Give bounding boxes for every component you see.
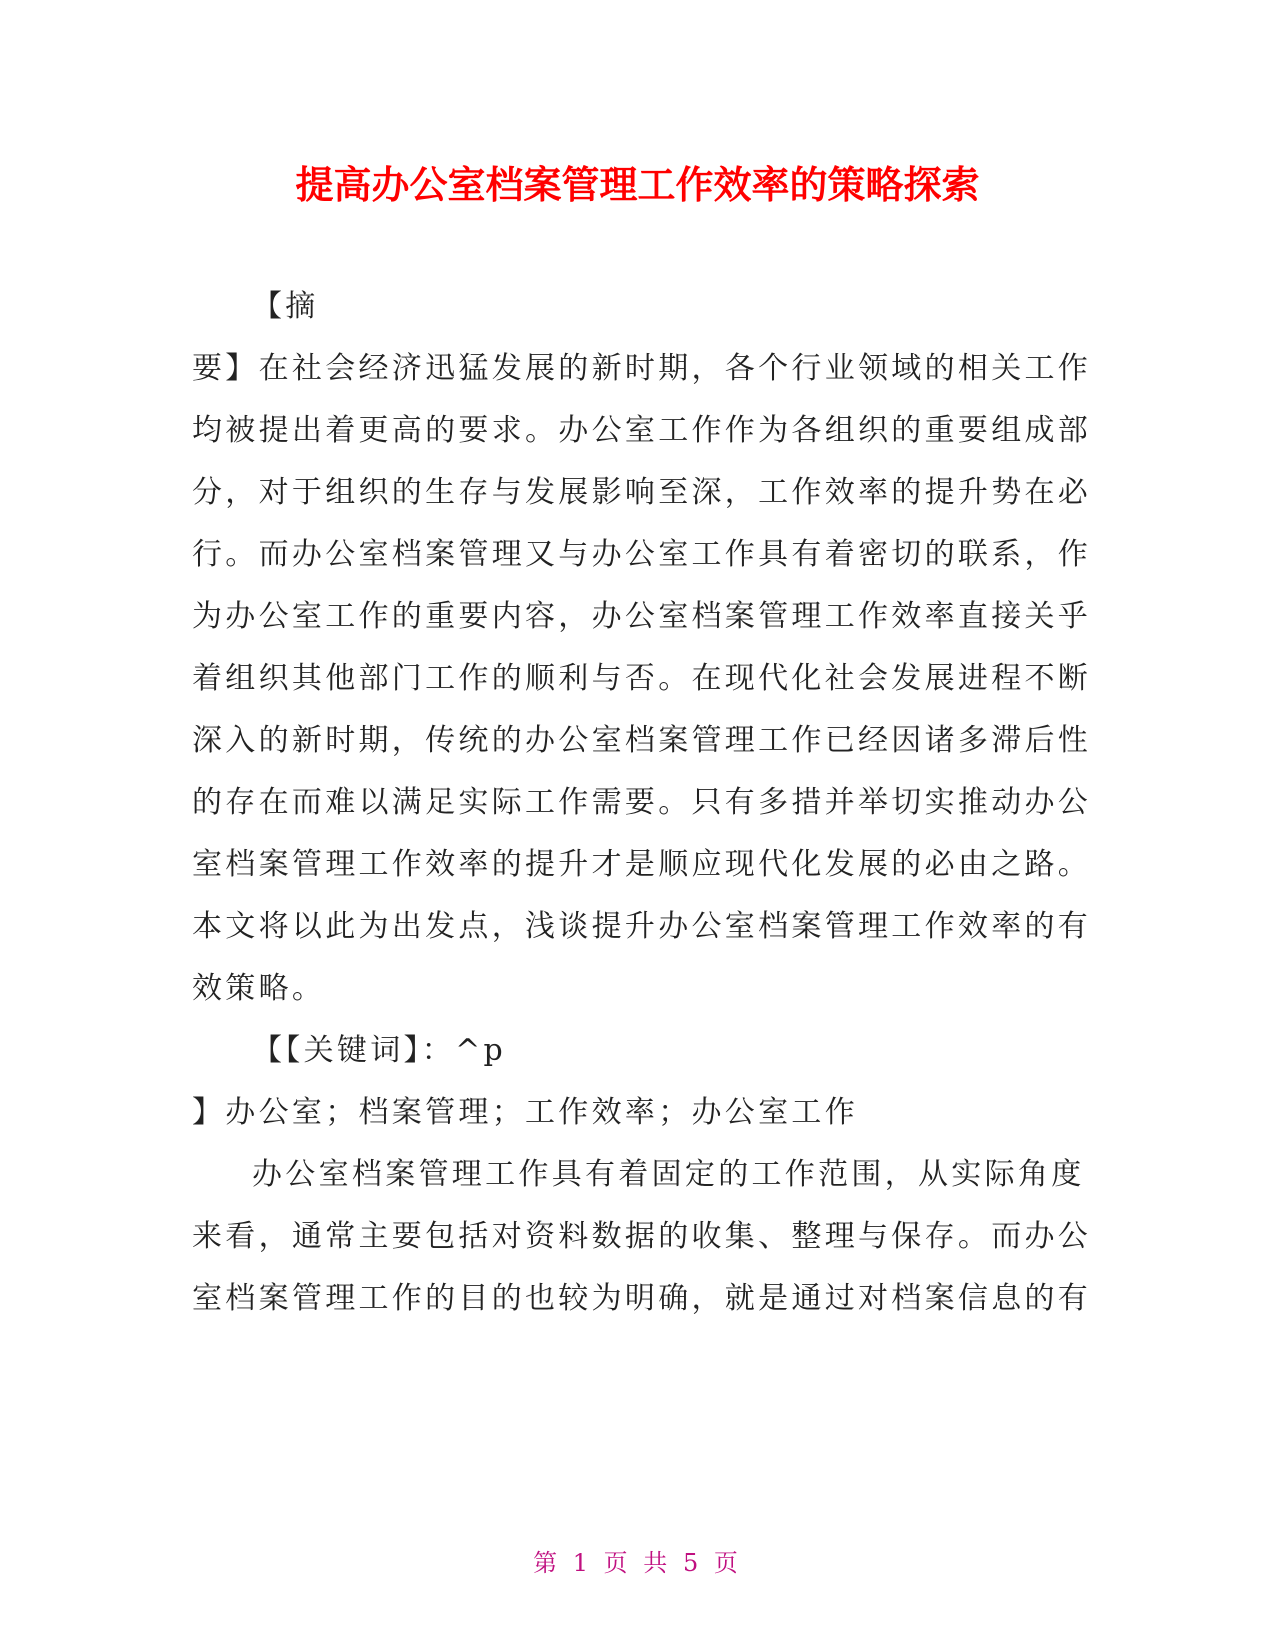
body-paragraph-line: 室档案管理工作的目的也较为明确，就是通过对档案信息的有 (192, 1281, 1092, 1316)
abstract-line: 分，对于组织的生存与发展影响至深，工作效率的提升势在必 (192, 475, 1092, 510)
abstract-line: 着组织其他部门工作的顺利与否。在现代化社会发展进程不断 (192, 661, 1092, 696)
abstract-line: 为办公室工作的重要内容，办公室档案管理工作效率直接关乎 (192, 599, 1092, 634)
abstract-line: 室档案管理工作效率的提升才是顺应现代化发展的必由之路。 (192, 847, 1092, 882)
keywords-heading-line: 【【关键词】：^p (252, 1033, 507, 1068)
document-title: 提高办公室档案管理工作效率的策略探索 (295, 163, 980, 207)
body-paragraph-line: 办公室档案管理工作具有着固定的工作范围，从实际角度 (252, 1157, 1085, 1192)
abstract-heading-line: 【摘 (252, 289, 319, 324)
abstract-line: 的存在而难以满足实际工作需要。只有多措并举切实推动办公 (192, 785, 1092, 820)
abstract-line: 要】在社会经济迅猛发展的新时期，各个行业领域的相关工作 (192, 351, 1092, 386)
keywords-line: 】办公室；档案管理；工作效率；办公室工作 (192, 1095, 858, 1130)
body-paragraph-line: 来看，通常主要包括对资料数据的收集、整理与保存。而办公 (192, 1219, 1092, 1254)
abstract-line: 效策略。 (192, 971, 326, 1006)
page-number-footer: 第 1 页 共 5 页 (533, 1549, 742, 1577)
abstract-line: 行。而办公室档案管理又与办公室工作具有着密切的联系，作 (192, 537, 1092, 572)
abstract-line: 深入的新时期，传统的办公室档案管理工作已经因诸多滞后性 (192, 723, 1092, 758)
abstract-line: 均被提出着更高的要求。办公室工作作为各组织的重要组成部 (192, 413, 1092, 448)
abstract-line: 本文将以此为出发点，浅谈提升办公室档案管理工作效率的有 (192, 909, 1092, 944)
